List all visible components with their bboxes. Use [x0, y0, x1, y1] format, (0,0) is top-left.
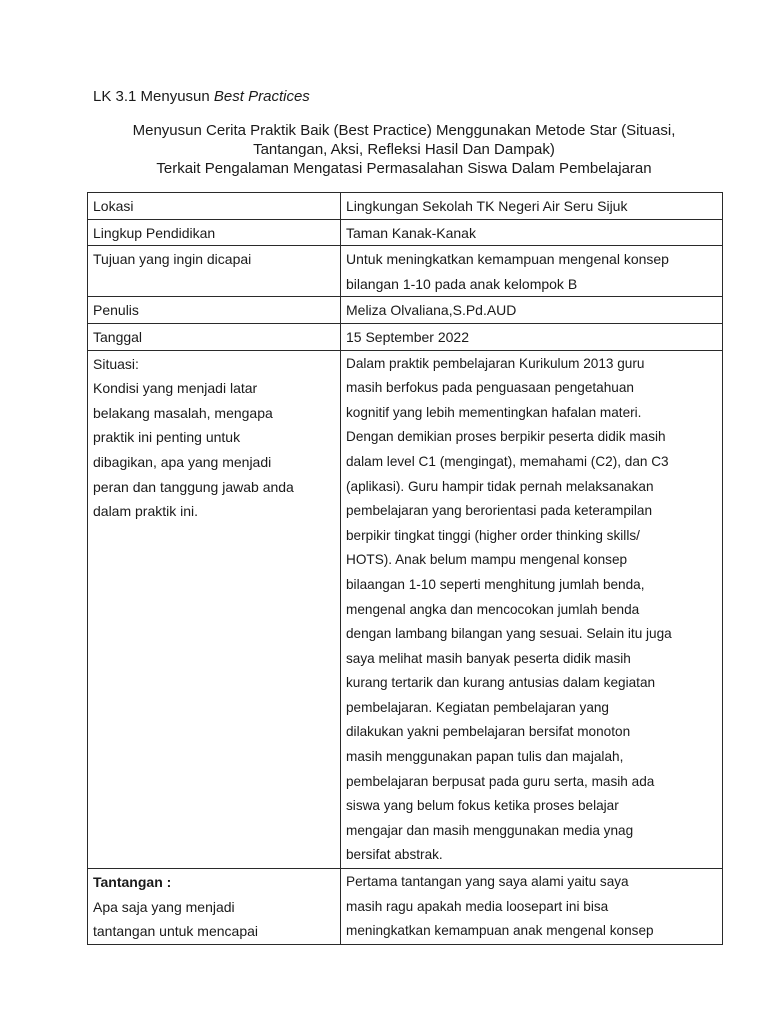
title-line: Terkait Pengalaman Mengatasi Permasalahan Siswa Dalam Pembelajaran [156, 160, 652, 177]
heading-prefix: LK 3.1 Menyusun [93, 88, 214, 105]
text-line: Kondisi yang menjadi latar [93, 380, 258, 397]
text-line: bersifat abstrak. [346, 847, 443, 863]
value-lokasi: Lingkungan Sekolah TK Negeri Air Seru Sijuk [341, 193, 723, 220]
text-line: pembelajaran yang berorientasi pada keterampilan [346, 503, 653, 519]
row-penulis [88, 297, 723, 324]
row-situasi [88, 350, 723, 868]
value-tanggal: 15 September 2022 [341, 323, 723, 350]
text-line: mengajar dan masih menggunakan media ynag [346, 822, 634, 838]
tantangan-title: Tantangan : [93, 874, 172, 891]
text-line: Pertama tantangan yang saya alami yaitu saya [346, 874, 629, 890]
text-line: dalam praktik ini. [93, 503, 199, 520]
value-tantangan [341, 869, 723, 945]
text-line: Dengan demikian proses berpikir peserta didik masih [346, 429, 666, 445]
text-line: Untuk meningkatkan kemampuan mengenal konsep [346, 251, 669, 268]
text-line: siswa yang belum fokus ketika proses belajar [346, 798, 619, 814]
text-line: bilaangan 1-10 seperti menghitung jumlah benda, [346, 576, 645, 592]
title-line: Tantangan, Aksi, Refleksi Hasil Dan Dampak) [253, 141, 555, 158]
text-line: dilakukan yakni pembelajaran bersifat monoton [346, 724, 631, 740]
text-line: tantangan untuk mencapai [93, 923, 259, 940]
text-line: dalam level C1 (mengingat), memahami (C2), dan C3 [346, 453, 669, 469]
text-line: masih menggunakan papan tulis dan majalah, [346, 749, 624, 765]
text-line: saya melihat masih banyak peserta didik masih [346, 650, 631, 666]
row-tanggal [88, 323, 723, 350]
text-line: dengan lambang bilangan yang sesuai. Selain itu juga [346, 626, 672, 642]
text-line: praktik ini penting untuk [93, 429, 241, 446]
title-line: Menyusun Cerita Praktik Baik (Best Practice) Menggunakan Metode Star (Situasi, [132, 122, 676, 139]
text-line: kognitif yang lebih mementingkan hafalan materi. [346, 404, 642, 420]
page-heading [93, 87, 310, 107]
text-line: dibagikan, apa yang menjadi [93, 453, 272, 470]
row-tantangan [88, 869, 723, 945]
value-lingkup: Taman Kanak-Kanak [341, 219, 723, 246]
text-line: berpikir tingkat tinggi (higher order thinking skills/ [346, 527, 640, 543]
best-practice-table [87, 192, 723, 945]
text-line: kurang tertarik dan kurang antusias dalam kegiatan [346, 675, 656, 691]
text-line: (aplikasi). Guru hampir tidak pernah melaksanakan [346, 478, 654, 494]
value-tujuan [341, 246, 723, 297]
text-line: HOTS). Anak belum mampu mengenal konsep [346, 552, 628, 568]
label-situasi [88, 350, 341, 868]
text-line: belakang masalah, mengapa [93, 404, 273, 421]
text-line: mengenal angka dan mencocokan jumlah benda [346, 601, 640, 617]
label-penulis: Penulis [88, 297, 341, 324]
text-line: pembelajaran. Kegiatan pembelajaran yang [346, 699, 609, 715]
text-line: meningkatkan kemampuan anak mengenal konsep [346, 923, 654, 939]
text-line: bilangan 1-10 pada anak kelompok B [346, 275, 578, 292]
row-tujuan [88, 246, 723, 297]
label-tantangan [88, 869, 341, 945]
value-situasi [341, 350, 723, 868]
label-tanggal: Tanggal [88, 323, 341, 350]
label-lokasi: Lokasi [88, 193, 341, 220]
row-lokasi [88, 193, 723, 220]
label-tujuan: Tujuan yang ingin dicapai [88, 246, 341, 297]
label-lingkup: Lingkup Pendidikan [88, 219, 341, 246]
heading-italic: Best Practices [213, 88, 310, 105]
document-title [86, 121, 722, 178]
text-line: Dalam praktik pembelajaran Kurikulum 2013 guru [346, 355, 645, 371]
situasi-title: Situasi: [93, 355, 139, 372]
text-line: pembelajaran berpusat pada guru serta, masih ada [346, 773, 655, 789]
text-line: masih berfokus pada penguasaan pengetahuan [346, 380, 634, 396]
value-penulis: Meliza Olvaliana,S.Pd.AUD [341, 297, 723, 324]
text-line: Apa saja yang menjadi [93, 898, 235, 915]
text-line: peran dan tanggung jawab anda [93, 478, 294, 495]
text-line: masih ragu apakah media loosepart ini bisa [346, 898, 609, 914]
row-lingkup [88, 219, 723, 246]
